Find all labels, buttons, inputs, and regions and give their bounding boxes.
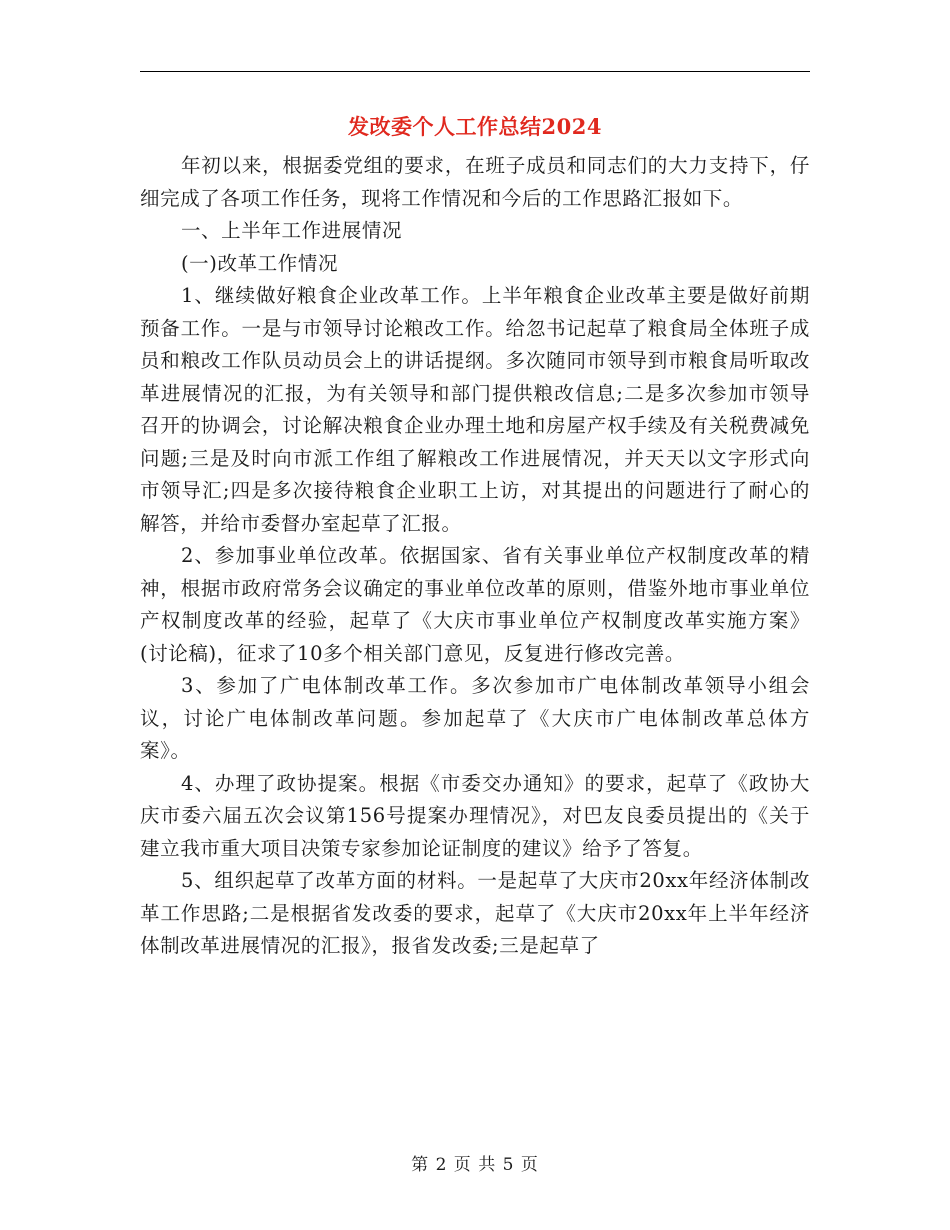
paragraph-item-5: 5、组织起草了改革方面的材料。一是起草了大庆市20xx年经济体制改革工作思路;二是根据省发改委的要求，起草了《大庆市20xx年上半年经济体制改革进展情况的汇报》，报省发改委;三是起草了: [140, 869, 810, 957]
paragraph-item-4: 4、办理了政协提案。根据《市委交办通知》的要求，起草了《政协大庆市委六届五次会议第156号提案办理情况》，对巴友良委员提出的《关于建立我市重大项目决策专家参加论证制度的建议》给予了答复。: [140, 771, 810, 860]
header-rule: [140, 71, 810, 72]
paragraph-item-3: 3、参加了广电体制改革工作。多次参加市广电体制改革领导小组会议，讨论广电体制改革问题。参加起草了《大庆市广电体制改革总体方案》。: [140, 674, 810, 762]
section-heading: 一、上半年工作进展情况: [180, 219, 403, 242]
document-title: 发改委个人工作总结2024: [348, 114, 602, 139]
paragraph-item-2: 2、参加事业单位改革。依据国家、省有关事业单位产权制度改革的精神，根据市政府常务会议确定的事业单位改革的原则，借鉴外地市事业单位产权制度改革的经验，起草了《大庆市事业单位产权制度改革实施方案》(讨论稿)，征求了10多个相关部门意见，反复进行修改完善。: [140, 544, 810, 665]
document-body: [140, 150, 810, 963]
subsection-heading: (一)改革工作情况: [180, 251, 339, 275]
paragraph-item-1: 1、继续做好粮食企业改革工作。上半年粮食企业改革主要是做好前期预备工作。一是与市领导讨论粮改工作。给忽书记起草了粮食局全体班子成员和粮改工作队员动员会上的讲话提纲。多次随同市领导到市粮食局听取改革进展情况的汇报，为有关领导和部门提供粮改信息;二是多次参加市领导召开的协调会，讨论解决粮食企业办理土地和房屋产权手续及有关税费减免问题;三是及时向市派工作组了解粮改工作进展情况，并天天以文字形式向市领导汇;四是多次接待粮食企业职工上访，对其提出的问题进行了耐心的解答，并给市委督办室起草了汇报。: [140, 284, 810, 535]
page-number-footer: 第 2 页 共 5 页: [411, 1155, 539, 1175]
paragraph-intro: 年初以来，根据委党组的要求，在班子成员和同志们的大力支持下，仔细完成了各项工作任务，现将工作情况和今后的工作思路汇报如下。: [140, 154, 810, 210]
